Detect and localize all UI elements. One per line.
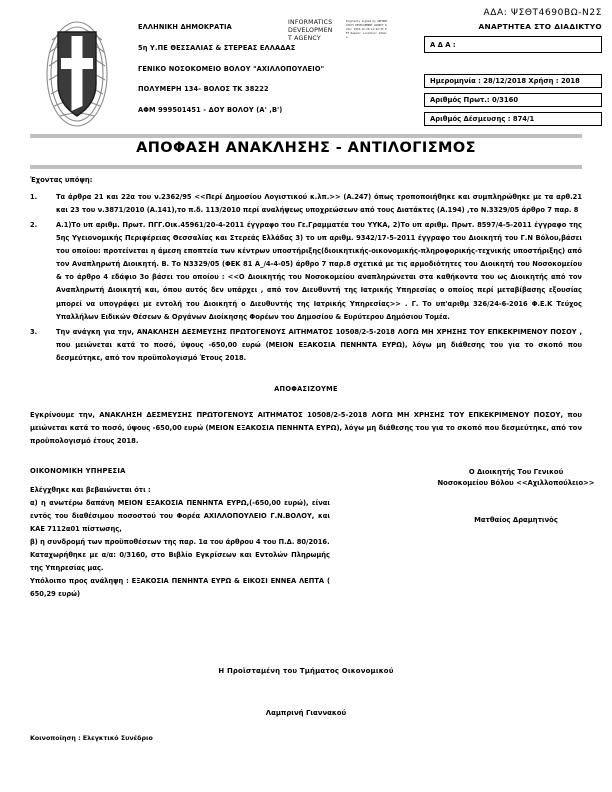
financial-point-a: α) η ανωτέρω δαπάνη ΜΕΙΟΝ ΕΞΑΚΟΣΙΑ ΠΕΝΗΝΤΑ ΕΥΡΩ,(-650,00 ευρώ), είναι εντός του διαθέσιμου ποσοστού του Φορέα ΑΧΙΛΛΟΠΟΥΛΕΙΟ Γ.Ν.ΒΟΛΟΥ, και ΚΑΕ 7112α01 πίστωσης, [30,498,330,533]
document-body [30,176,595,742]
stamp-agency-name [288,19,344,42]
org-line-health-region: 5η Υ.ΠΕ ΘΕΣΣΑΛΙΑΣ & ΣΤΕΡΕΑΣ ΕΛΛΑΔΑΣ [138,43,296,52]
digital-signature-stamp [288,19,388,59]
resolution-text: Εγκρίνουμε την, ΑΝΑΚΛΗΣΗ ΔΕΣΜΕΥΣΗΣ ΠΡΩΤΟΓΕΝΟΥΣ ΑΙΤΗΜΑΤΟΣ 10508/2-5-2018 ΛΟΓΩ ΜΗ ΧΡΗΣΗΣ ΤΟΥ ΕΠΚΕΚΡΙΜΕΝΟΥ ΠΟΣΟΥ, που μειώνεται κατά το ποσό, ύψους -650,00 ευρώ (ΜΕΙΟΝ ΕΞΑΚΟΣΙΑ ΠΕΝΗΝΤΑ ΕΥΡΩ), λόγω μη διάθεσης του για το σκοπό που δεσμεύτηκε, από τον προϋπολογισμό έτους 2018. [30,410,582,446]
financial-verified-intro: Ελέγχθηκε και βεβαιώνεται ότι : [30,485,151,494]
protocol-number-box: Αριθμός Πρωτ.: 0/3160 [424,93,602,107]
governor-role-line-2: Νοσοκομείου Βόλου <<Αχιλλοπούλειο>> [437,479,595,488]
clause-2-text: Α.1)Το υπ αριθμ. Πρωτ. ΠΓΓ.Οικ.45961/20-4-2011 έγγραφο του Γε.Γραμματέα του ΥΥΚΑ, 2)Το υπ αριθμ. Πρωτ. 8597/4-5-2011 έγγραφο της 5ης Υγειονομικής Περιφέρειας Θεσσαλίας και Στερεάς Ελλάδας 3) το υπ αριθμ. 9342/17-5-2011 έγγραφο του Διοικητή του Γ.Ν Βόλου,βάσει του οποίου: προτείνεται η άμεση εποπτεία των κέντρων υποστήριξης(διοικητικής-οικονομικής-πληροφορικής-τεχνικής υποστήριξης) από τον Αναπληρωτή Διοικητή. Β. Το Ν3329/05 (ΦΕΚ 81 Α_/4-4-05) άρθρο 7 παρ.8 σχετικά με τις αρμοδιότητες του Διοικητή του Νοσοκομείου & το άρθρο 4 εδάφιο 3ο βάσει του οποίου : <<Ο Διοικητής του Νοσοκομείου αναπληρώνεται στα καθήκοντα του ως Διοικητής από τον Αναπληρωτή Διοικητή και, όπου αυτός δεν υπάρχει , από τον Διευθυντή της Ιατρικής Υπηρεσίας ο οποίος περί μεταβίβασης εξουσίας μπορεί να υπογράφει με εντολή του Διοικητή ο Διευθυντής της Ιατρικής Υπηρεσίας>> . Γ. Το υπ'αριθμ 326/24-6-2016 Φ.Ε.Κ Τεύχος Υπαλλήλων Ειδικών Θέσεων & Οργάνων Διοίκησης Φορέων του Δημοσίου & Ευρύτερου Δημόσιου Τομέα. [56,221,582,321]
org-line-tax-id: ΑΦΜ 999501451 - ΔΟΥ ΒΟΛΟΥ (Α' ,Β') [138,106,283,115]
org-line-republic: ΕΛΛΗΝΙΚΗ ΔΗΜΟΚΡΑΤΙΑ [138,23,232,31]
stamp-signature-meta: Digitally signed by INFORMATICS DEVELOPMENT AGENCY Date: 2018.12.28 11:42:33 EET Reason: Location: Athens [346,20,387,39]
title-rule-bottom [30,165,582,169]
governor-role-line-1: Ο Διοικητής Του Γενικού [468,467,564,476]
clause-2 [30,219,582,324]
financial-point-b: β) η συνδρομή των προϋποθέσεων της παρ. 1α του άρθρου 4 του Π.Δ. 80/2016. [30,537,330,546]
clause-3-text: Την ανάγκη για την, ΑΝΑΚΛΗΣΗ ΔΕΣΜΕΥΣΗΣ ΠΡΩΤΟΓΕΝΟΥΣ ΑΙΤΗΜΑΤΟΣ 10508/2-5-2018 ΛΟΓΩ ΜΗ ΧΡΗΣΗΣ ΤΟΥ ΕΠΚΕΚΡΙΜΕΝΟΥ ΠΟΣΟΥ , που μειώνεται κατά το ποσό, ύψους -650,00 ευρώ (ΜΕΙΟΝ ΕΞΑΚΟΣΙΑ ΠΕΝΗΝΤΑ ΕΥΡΩ), λόγω μη διάθεσης του για το σκοπό που δεσμεύτηκε, από τον προϋπολογισμό Έτους 2018. [56,327,582,362]
supervisor-name: Λαμπρινή Γιαννακού [265,708,347,717]
clause-1-number: 1. [30,193,38,201]
clause-1-text: Τα άρθρα 21 και 22α του ν.2362/95 <<Περί Δημοσίου Λογιστικού κ.λπ.>> (Α.247) όπως τροποποιήθηκε και συμπληρώθηκε με τα αρθ.21 και 23 του ν.3871/2010 (Α.141),το π.δ. 113/2010 περί αναλήψεως υποχρεώσεων από τους Διατάκτες (Α.194) ,το Ν.3329/05 άρθρο 7 παρ. 8 [56,193,582,215]
stamp-agency-line-3: T AGENCY [288,34,321,42]
stamp-agency-line-2: DEVELOPMEN [288,26,333,34]
title-rule-top [30,134,582,138]
ada-code: ΑΔΑ: ΨΣΘΤ4690ΒΩ-Ν2Σ [483,8,602,18]
governor-column [390,467,612,524]
financial-service-heading: ΟΙΚΟΝΟΜΙΚΗ ΥΠΗΡΕΣΙΑ [30,466,126,475]
financial-service-column [30,467,330,602]
clause-3-number: 3. [30,327,38,336]
clause-1 [30,191,582,217]
document-header [0,0,612,128]
commitment-number-box: Αριθμός Δέσμευσης : 874/1 [424,112,602,126]
decision-heading: ΑΠΟΦΑΣΙΖΟΥΜΕ [274,384,338,393]
greek-coat-of-arms-emblem [44,18,110,130]
clause-3 [30,326,582,365]
publication-notice: ΑΝΑΡΤΗΤΕΑ ΣΤΟ ΔΙΑΔΙΚΤΥΟ [478,22,602,31]
cc-line: Κοινοποίηση : Ελεγκτικό Συνέδριο [30,734,153,742]
financial-balance: Υπόλοιπο προς ανάληψη : ΕΞΑΚΟΣΙΑ ΠΕΝΗΝΤΑ ΕΥΡΩ & ΕΙΚΟΣΙ ΕΝΝΕΑ ΛΕΠΤΑ ( 650,29 ευρώ) [30,577,330,599]
preamble-label: Έχοντας υπόψη: [30,176,93,184]
supervisor-role: Η Προϊσταμένη του Τμήματος Οικονομικού [218,666,394,675]
clause-2-number: 2. [30,221,38,230]
stamp-agency-line-1: INFORMATICS [288,19,333,26]
org-line-address: ΠΟΛΥΜΕΡΗ 134- ΒΟΛΟΣ ΤΚ 38222 [138,85,269,94]
date-box: Ημερομηνία : 28/12/2018 Χρήση : 2018 [424,74,602,88]
signature-columns [30,466,595,657]
ada-field-box: Α Δ Α : [424,36,602,53]
org-line-hospital: ΓΕΝΙΚΟ ΝΟΣΟΚΟΜΕΙΟ ΒΟΛΟΥ "ΑΧΙΛΛΟΠΟΥΛΕΙΟ" [138,64,325,73]
governor-name: Ματθαίος Δραμητινός [474,515,558,524]
financial-registration: Καταχωρήθηκε με α/α: 0/3160, στο Βιβλίο Εγκρίσεων και Εντολών Πληρωμής της Υπηρεσίας μας. [30,550,330,572]
page-title: ΑΠΟΦΑΣΗ ΑΝΑΚΛΗΣΗΣ - ΑΝΤΙΛΟΓΙΣΜΟΣ [136,140,476,156]
